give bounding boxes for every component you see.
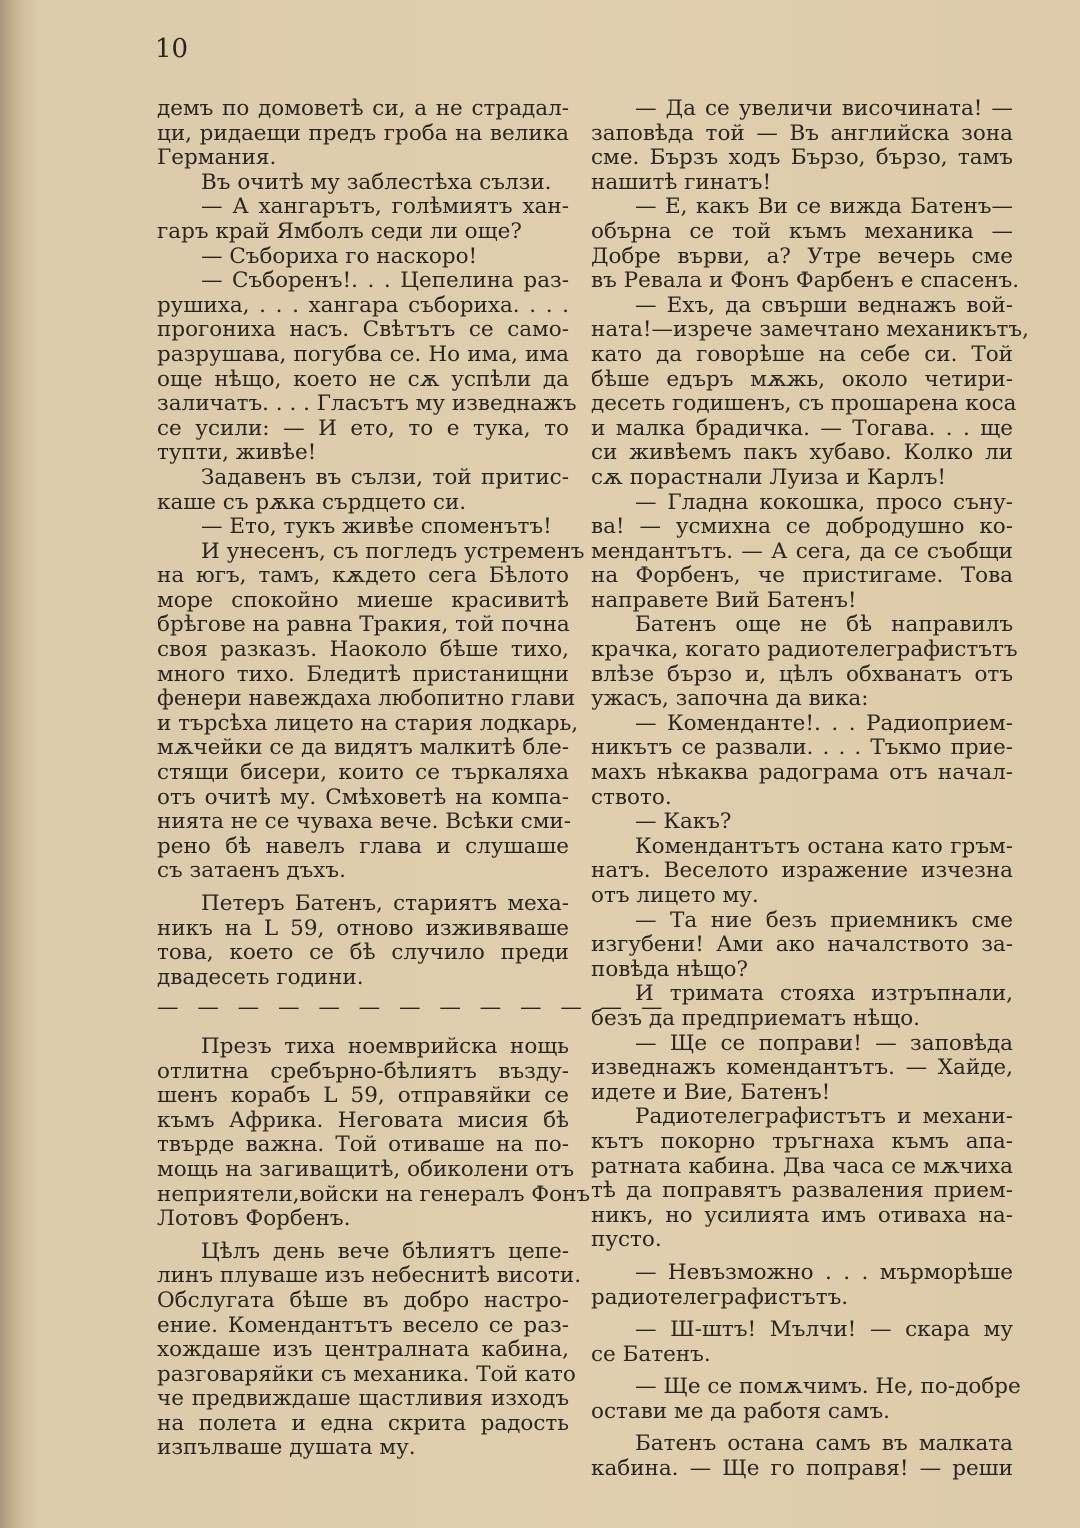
text-line: Задавенъ въ сълзи, той притис-: [201, 464, 569, 490]
text-line: въ Ревала и Фонъ Фарбенъ е спасенъ.: [591, 268, 1020, 294]
text-line: Батенъ още не бѣ направилъ: [635, 612, 1013, 638]
text-line: това, което се бѣ случило преди: [157, 940, 569, 966]
text-line: идете и Вие, Батенъ!: [591, 1079, 831, 1105]
text-line: Лотовъ Форбенъ.: [157, 1206, 351, 1232]
text-line: кътъ покорно тръгнаха къмъ апа-: [591, 1128, 1013, 1154]
text-line: разговаряйки съ механика. Той като: [157, 1361, 576, 1387]
text-line: ение. Комендантътъ весело се раз-: [157, 1312, 569, 1338]
text-line: мѫчейки се да видятъ малкитѣ бле-: [157, 735, 569, 761]
text-line: крачка, когато радиотелеграфистътъ: [591, 637, 1018, 663]
text-line: — Какъ?: [635, 809, 732, 835]
text-line: — Е, какъ Ви се вижда Батенъ—: [635, 194, 1013, 220]
text-line: никъ, но усилията имъ отиваха на-: [591, 1202, 1013, 1228]
text-line: заповѣда той — Въ английска зона: [591, 120, 1013, 146]
text-line: къмъ Африка. Неговата мисия бѣ: [157, 1107, 569, 1133]
text-line: на Форбенъ, че пристигаме. Това: [591, 563, 1013, 589]
text-line: брѣгове на равна Тракия, той почна: [157, 612, 570, 638]
text-line: направете Вий Батенъ!: [591, 587, 857, 613]
page-number: 10: [155, 34, 189, 64]
text-line: — Ш-штъ! Мълчи! — скара му: [635, 1317, 1013, 1343]
text-line: влѣзе бързо и, цѣлъ обхванатъ отъ: [591, 661, 1013, 687]
text-line: стящи бисери, които се търкаляха: [157, 760, 569, 786]
text-line: още нѣщо, което не сѫ успѣли да: [157, 366, 569, 392]
text-line: демъ по домоветѣ си, а не страдал-: [157, 96, 569, 121]
text-line: Обслугата бѣше въ добро настро-: [157, 1287, 569, 1313]
text-line: натъ. Веселото изражение изчезна: [591, 858, 1013, 884]
text-line: никъ на L 59, отново изживяваше: [157, 915, 569, 941]
text-line: Комендантътъ остана като гръм-: [635, 833, 1013, 859]
text-line: се усили: — И ето, то е тука, то: [157, 415, 569, 441]
text-line: изпълваше душата му.: [157, 1435, 416, 1461]
text-line: изведнажъ комендантътъ. — Хайде,: [591, 1055, 1013, 1081]
text-line: сѫ порастнали Луиза и Карлъ!: [591, 464, 947, 490]
text-line: Радиотелеграфистътъ и механи-: [635, 1104, 1013, 1130]
text-line: повѣда нѣщо?: [591, 956, 748, 982]
text-line: — А хангарътъ, голѣмиятъ хан-: [201, 194, 569, 220]
text-line: — Та ние безъ приемникъ сме: [635, 907, 1013, 933]
text-line: отъ очитѣ му. Смѣховетѣ на компа-: [157, 784, 569, 810]
text-line: десеть годишенъ, съ прошарена коса: [591, 391, 1017, 417]
text-line: заличатъ. . . . Гласътъ му изведнажъ: [157, 391, 577, 417]
text-line: махъ нѣкаква радограма отъ начал-: [591, 760, 1013, 786]
text-line: шенъ корабъ L 59, отправяйки се: [157, 1083, 569, 1109]
text-line: много тихо. Бледитѣ пристанищни: [157, 661, 569, 687]
text-line: прогониха насъ. Свѣтътъ се само-: [157, 317, 569, 343]
text-line: мощь на загиващитѣ, обиколени отъ: [157, 1156, 575, 1182]
text-line: И тримата стояха изтръпнали,: [635, 981, 1013, 1007]
text-line: отлитна сребърно-бѣлиятъ възду-: [157, 1058, 569, 1084]
text-line: Германия.: [157, 145, 277, 171]
text-line: ужасъ, започна да вика:: [591, 686, 869, 712]
text-line: нията не се чуваха вече. Всѣки сми-: [157, 809, 572, 835]
text-line: неприятели,войски на генералъ Фонъ: [157, 1181, 591, 1207]
text-line: на полета и една скрита радость: [157, 1410, 569, 1436]
right-text-column: [591, 96, 1029, 1482]
text-line: гаръ край Ямболъ седи ли още?: [157, 218, 522, 244]
text-line: и малка брадичка. — Тогава. . . ще: [591, 415, 1013, 441]
text-line: ството.: [591, 784, 672, 810]
text-line: като да говорѣше на себе си. Той: [591, 341, 1013, 367]
text-line: — Ще се помѫчимъ. Не, по-добре: [635, 1374, 1021, 1400]
text-line: никътъ се развали. . . . Тъкмо прие-: [591, 735, 1013, 761]
text-line: — Ето, тукъ живѣе споменътъ!: [201, 514, 552, 540]
text-line: — Коменданте!. . . Радиоприем-: [635, 710, 1013, 736]
text-line: изгубени! Ами ако началството за-: [591, 932, 1013, 958]
text-line: хождаше изъ централната кабина,: [157, 1337, 569, 1363]
text-line: каше съ рѫка сърдцето си.: [157, 489, 467, 515]
text-line: — Събориха го наскоро!: [201, 243, 478, 269]
text-line: бѣше едъръ мѫжь, около четири-: [591, 366, 1013, 392]
text-line: си живѣемъ пакъ хубаво. Колко ли: [591, 440, 1013, 466]
text-line: — Невъзможно . . . мърморѣше: [635, 1259, 1013, 1285]
text-line: Петеръ Батенъ, стариятъ меха-: [201, 891, 569, 916]
text-line: — Гладна кокошка, просо съну-: [635, 489, 1013, 515]
text-line: Въ очитѣ му заблестѣха сълзи.: [201, 169, 552, 195]
text-line: двадесеть години.: [157, 964, 364, 990]
text-line: твърде важна. Той отиваше на по-: [157, 1132, 569, 1158]
section-separator: — — — — — — — — — — — — —: [157, 995, 669, 1021]
text-line: рушиха, . . . хангара събориха. . . .: [157, 292, 569, 318]
text-line: Цѣлъ день вече бѣлиятъ цепе-: [201, 1238, 569, 1264]
text-line: линъ плуваше изъ небеснитѣ висоти.: [157, 1263, 582, 1289]
text-line: фенери навеждаха любопитно глави: [157, 686, 576, 712]
text-line: — Ехъ, да свърши веднажъ вой-: [635, 292, 1013, 318]
text-line: радиотелеграфистътъ.: [591, 1284, 849, 1310]
text-line: че предвиждаше щастливия изходъ: [157, 1386, 569, 1412]
text-line: и търсѣха лицето на стария лодкарь,: [157, 710, 579, 736]
text-line: пусто.: [591, 1227, 662, 1253]
text-line: — Ще се поправи! — заповѣда: [635, 1030, 1013, 1056]
text-line: нашитѣ гинатъ!: [591, 169, 772, 195]
page-binding-shadow: [0, 0, 22, 1528]
text-line: ци, ридаещи предъ гроба на велика: [157, 120, 569, 146]
text-line: Батенъ остана самъ въ малката: [635, 1431, 1013, 1457]
text-line: кабина. — Ще го поправя! — реши: [591, 1456, 1013, 1482]
text-line: безъ да предприематъ нѣщо.: [591, 1005, 921, 1031]
text-line: разрушава, погубва се. Но има, има: [157, 341, 569, 367]
text-line: море спокойно миеше красивитѣ: [157, 587, 569, 613]
text-line: отъ лицето му.: [591, 883, 759, 908]
text-line: тупти, живѣе!: [157, 440, 317, 466]
text-line: рено бѣ навелъ глава и слушаше: [157, 833, 569, 859]
text-line: се Батенъ.: [591, 1341, 711, 1367]
text-line: Презъ тиха ноемврийска нощь: [201, 1033, 569, 1059]
text-line: тѣ да поправятъ разваления прием-: [591, 1178, 1013, 1204]
text-line: ната!—изрече замечтано механикътъ,: [591, 317, 1029, 343]
text-line: на югъ, тамъ, кѫдето сега Бѣлото: [157, 563, 569, 589]
text-line: — Съборенъ!. . . Цепелина раз-: [201, 268, 569, 294]
text-line: ва! — усмихна се добродушно ко-: [591, 514, 1013, 540]
text-line: своя разказъ. Наоколо бѣше тихо,: [157, 637, 569, 663]
text-line: И унесенъ, съ погледъ устременъ: [201, 538, 585, 564]
text-line: ратната кабина. Два часа се мѫчиха: [591, 1153, 1013, 1179]
text-line: сме. Бързъ ходъ Бързо, бързо, тамъ: [591, 145, 1013, 171]
text-line: съ затаенъ дъхъ.: [157, 858, 346, 884]
text-line: остави ме да работя самъ.: [591, 1398, 890, 1424]
text-line: Добре върви, а? Утре вечерь сме: [591, 243, 1013, 269]
text-line: мендантътъ. — А сега, да се съобщи: [591, 538, 1013, 564]
text-line: — Да се увеличи височината! —: [635, 96, 1013, 121]
text-line: обърна се той къмъ механика —: [591, 218, 1013, 244]
